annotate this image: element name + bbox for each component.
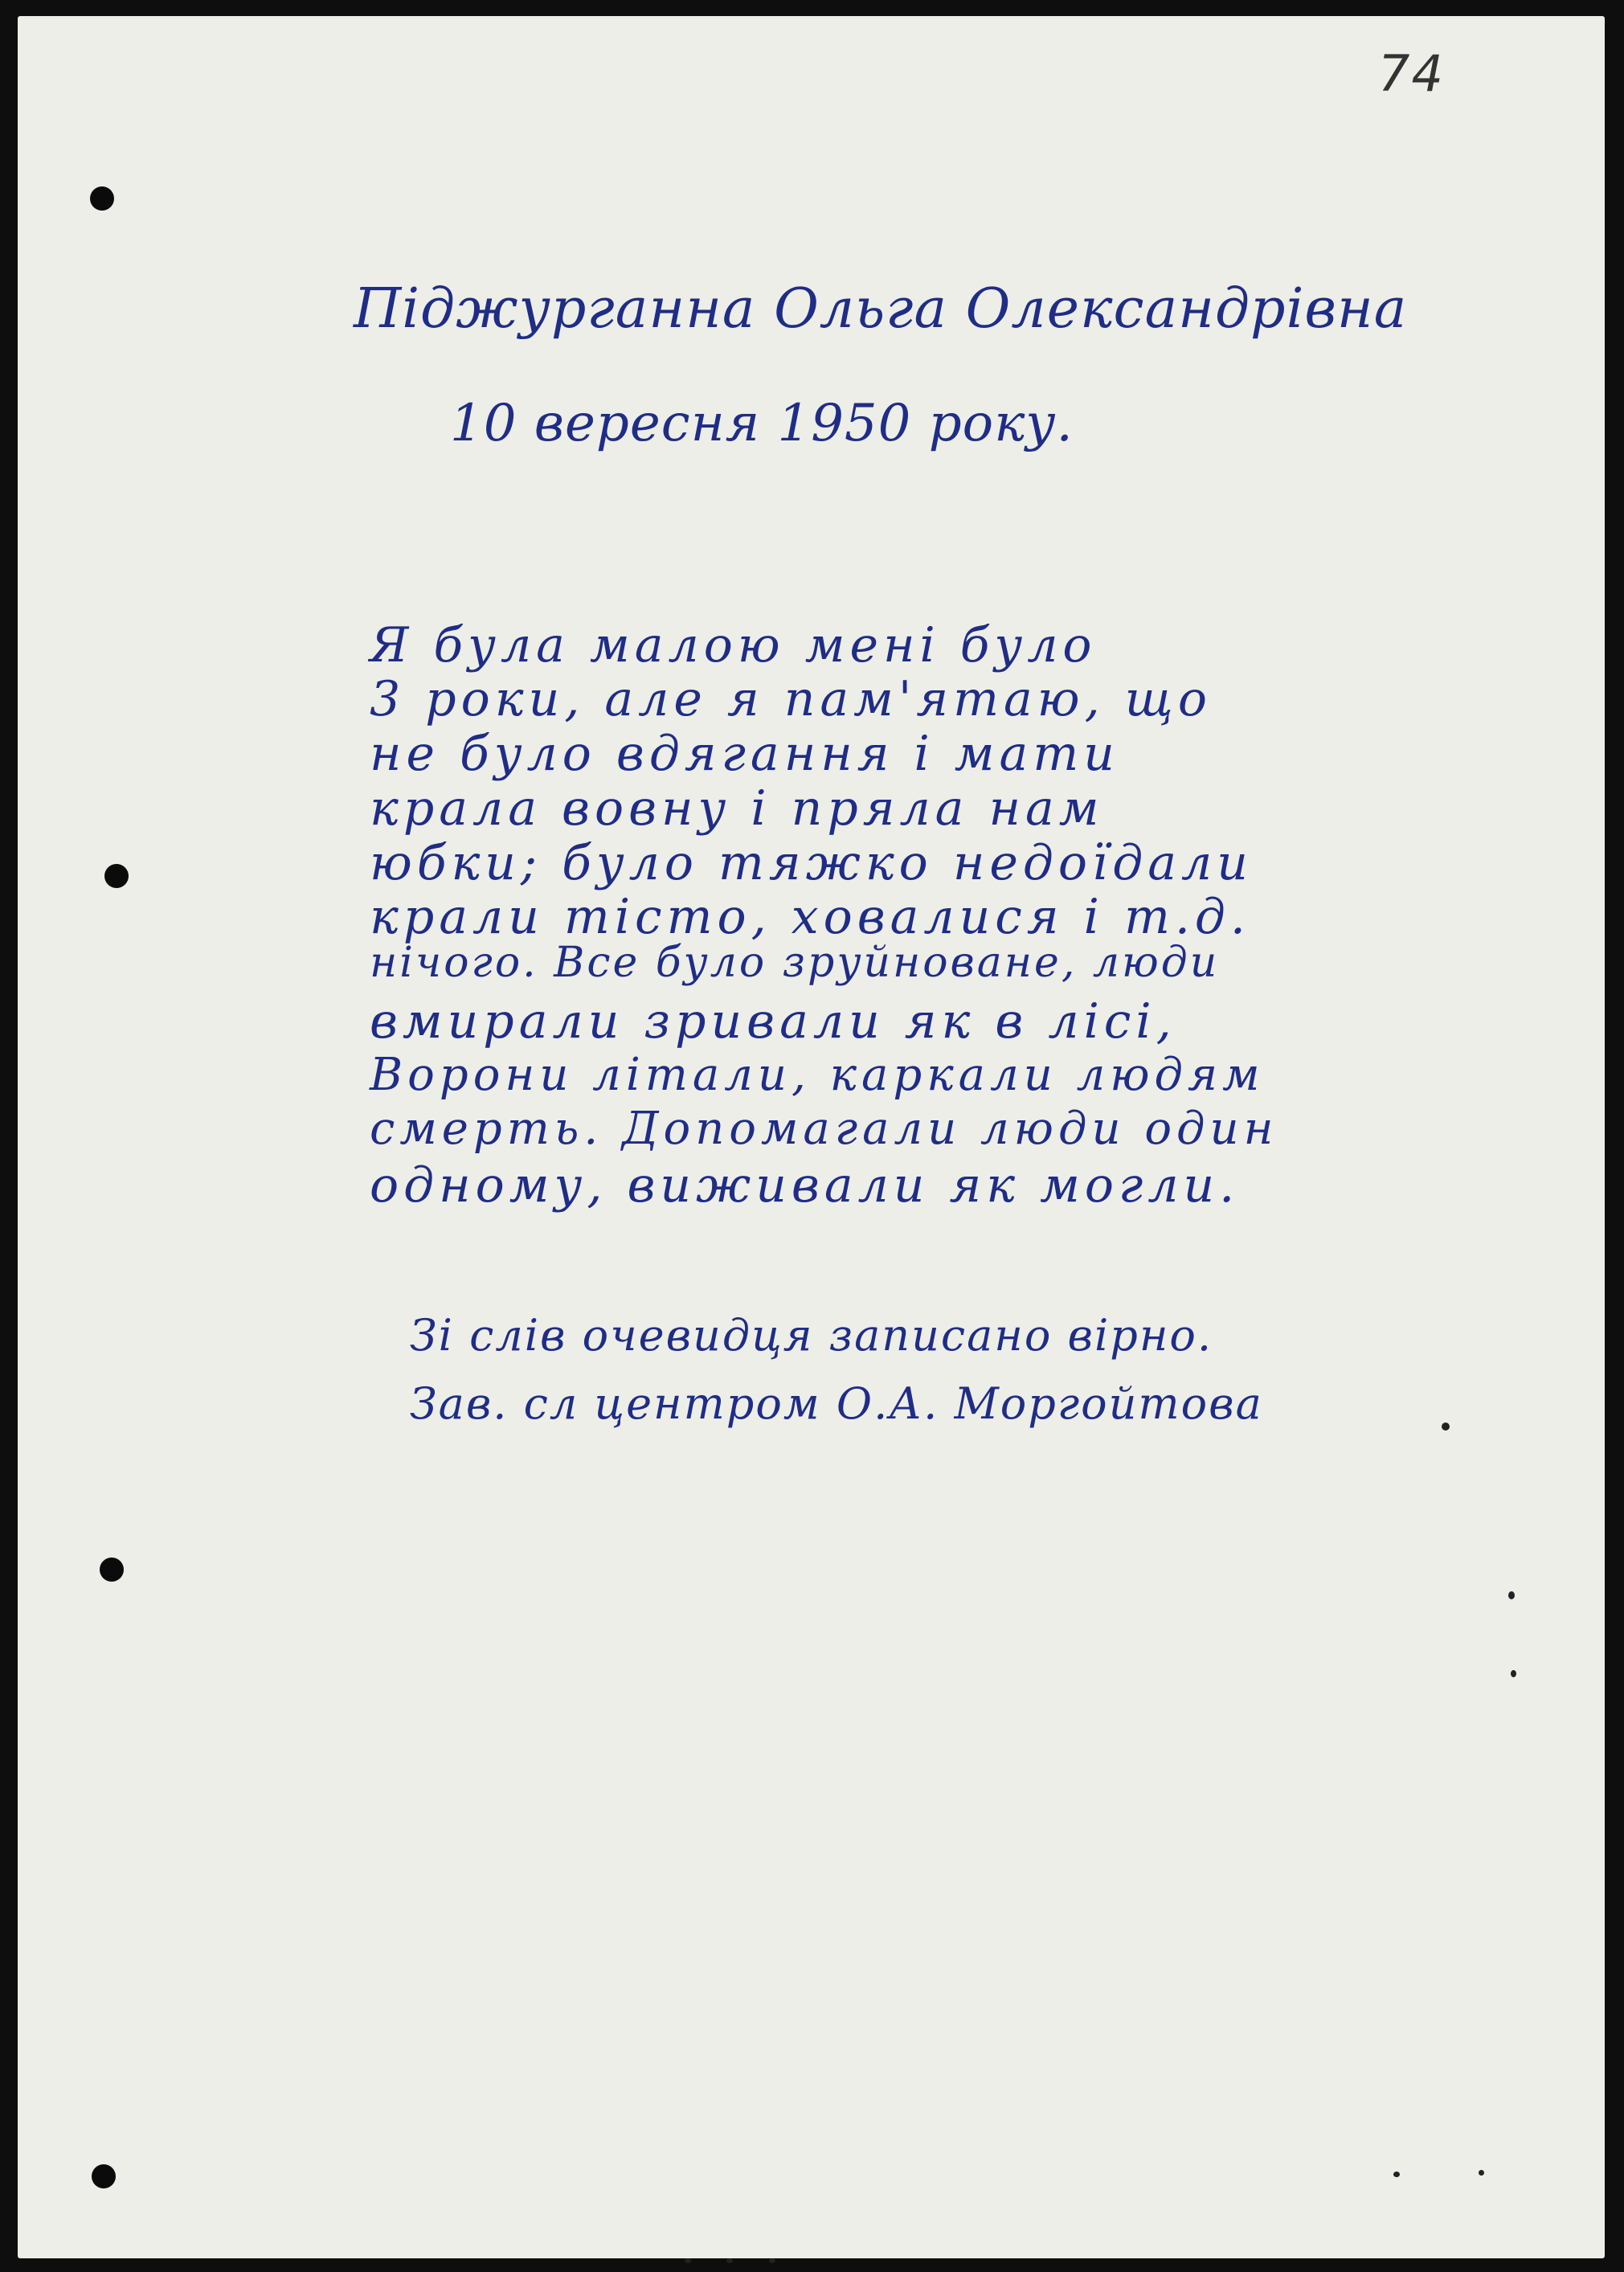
page-number: 74 <box>1378 44 1445 103</box>
certification-signature: Зав. сл центром О.А. Моргойтова <box>410 1378 1263 1429</box>
testimony-date: 10 вересня 1950 року. <box>450 394 1074 453</box>
mark-bottom-5 <box>1479 2170 1484 2176</box>
testimony-line: вмирали зривали як в лісі, <box>370 993 1176 1050</box>
punch-hole-1 <box>90 186 114 211</box>
mark-bottom-3 <box>769 2258 775 2263</box>
testimony-line: крали тісто, ховалися і т.д. <box>370 889 1251 945</box>
mark-right-1 <box>1442 1423 1450 1431</box>
punch-hole-4 <box>92 2164 116 2188</box>
witness-name: Піджурганна Ольга Олександрівна <box>354 277 1408 341</box>
mark-right-3 <box>1511 1670 1516 1677</box>
testimony-line: одному, виживали як могли. <box>370 1157 1240 1214</box>
testimony-line: Я була малою мені було <box>370 617 1097 673</box>
testimony-line: Ворони літали, каркали людям <box>370 1049 1265 1101</box>
mark-right-2 <box>1508 1591 1515 1599</box>
mark-bottom-4 <box>1393 2172 1400 2177</box>
testimony-line: 3 роки, але я пам'ятаю, що <box>370 671 1212 727</box>
mark-bottom-2 <box>726 2258 733 2263</box>
certification-note: Зі слів очевидця записано вірно. <box>410 1310 1213 1361</box>
mark-bottom-1 <box>685 2258 691 2263</box>
testimony-line: смерть. Допомагали люди один <box>370 1103 1278 1155</box>
testimony-line: юбки; було тяжко недоїдали <box>370 835 1253 891</box>
punch-hole-2 <box>104 864 129 888</box>
testimony-line: не було вдягання і мати <box>370 726 1119 782</box>
testimony-line: нічого. Все було зруйноване, люди <box>370 939 1220 987</box>
testimony-line: крала вовну і пряла нам <box>370 780 1104 837</box>
punch-hole-3 <box>100 1558 124 1582</box>
